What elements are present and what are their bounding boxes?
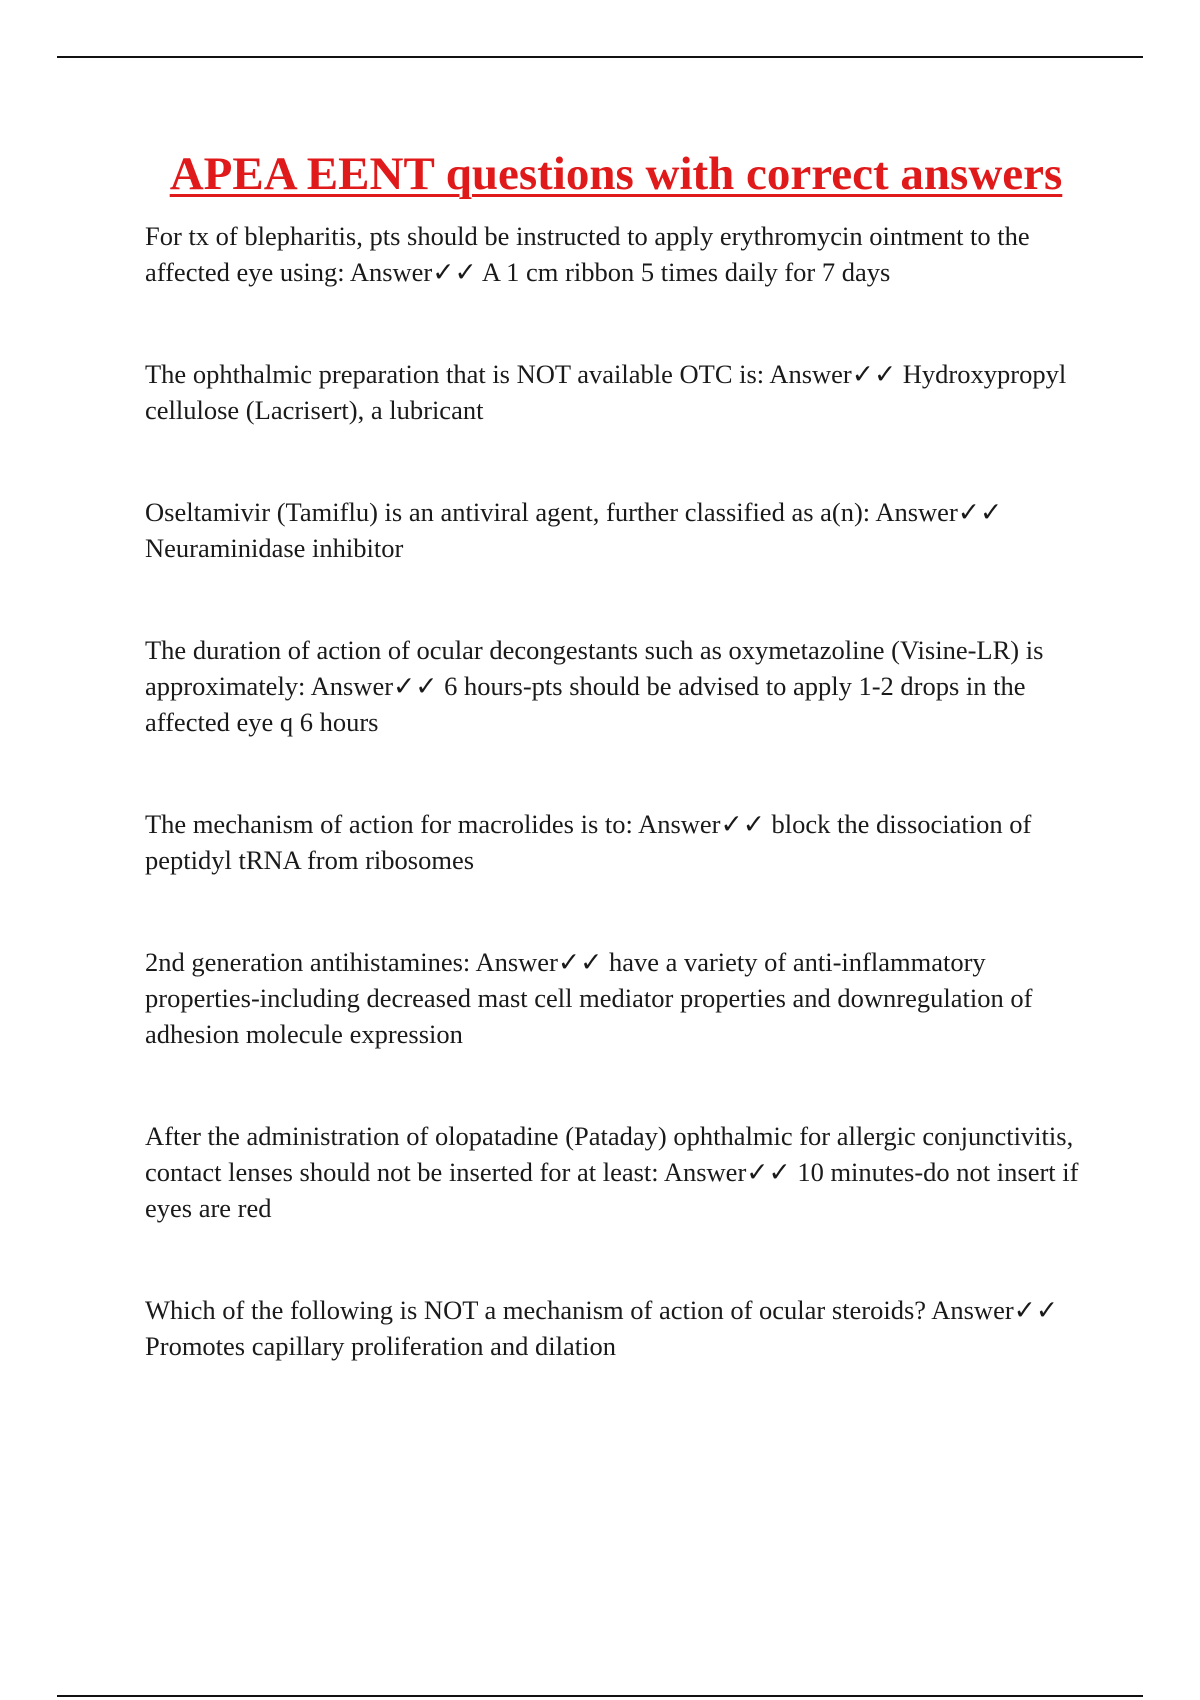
question-text: 2nd generation antihistamines: [145, 947, 471, 977]
question-text: For tx of blepharitis, pts should be instructed to apply erythromycin ointment to the affected eye using: [145, 221, 1030, 287]
question-text: Which of the following is NOT a mechanism of action of ocular steroids? [145, 1295, 927, 1325]
qa-list [145, 218, 1100, 1430]
answer-text: Promotes capillary proliferation and dilation [145, 1331, 616, 1361]
answer-marker: Answer✓✓ [638, 809, 765, 839]
answer-text: 6 hours-pts should be advised to apply 1-2 drops in the affected eye q 6 hours [145, 671, 1026, 737]
answer-text: Neuraminidase inhibitor [145, 533, 404, 563]
answer-marker: Answer✓✓ [349, 257, 477, 287]
answer-text: 10 minutes-do not insert if eyes are red [145, 1157, 1079, 1223]
answer-marker: Answer✓✓ [310, 671, 438, 701]
answer-marker: Answer✓✓ [475, 947, 603, 977]
qa-item-5 [145, 806, 1100, 878]
answer-text: A 1 cm ribbon 5 times daily for 7 days [481, 257, 891, 287]
page-title: APEA EENT questions with correct answers [169, 148, 1063, 200]
question-text: The mechanism of action for macrolides is to: [145, 809, 633, 839]
qa-item-6 [145, 944, 1100, 1052]
qa-item-8 [145, 1292, 1100, 1364]
qa-item-4 [145, 632, 1100, 740]
top-rule [57, 56, 1143, 58]
answer-text: have a variety of anti-inflammatory properties-including decreased mast cell mediator properties and downregulation of adhesion molecule expression [145, 947, 1033, 1049]
question-text: Oseltamivir (Tamiflu) is an antiviral agent, further classified as a(n): [145, 497, 871, 527]
answer-marker: Answer✓✓ [875, 497, 1003, 527]
answer-marker: Answer✓✓ [769, 359, 897, 389]
answer-text: Hydroxypropyl cellulose (Lacrisert), a lubricant [145, 359, 1067, 425]
qa-item-2 [145, 356, 1100, 428]
question-text: After the administration of olopatadine (Pataday) ophthalmic for allergic conjunctivitis, contact lenses should not be inserted for at least: [145, 1121, 1074, 1187]
question-text: The duration of action of ocular decongestants such as oxymetazoline (Visine-LR) is approximately: [145, 635, 1044, 701]
answer-text: block the dissociation of peptidyl tRNA from ribosomes [145, 809, 1032, 875]
bottom-rule [57, 1695, 1143, 1697]
question-text: The ophthalmic preparation that is NOT available OTC is: [145, 359, 765, 389]
qa-item-1 [145, 218, 1100, 290]
qa-item-3 [145, 494, 1100, 566]
answer-marker: Answer✓✓ [931, 1295, 1059, 1325]
answer-marker: Answer✓✓ [663, 1157, 791, 1187]
qa-item-7 [145, 1118, 1100, 1226]
